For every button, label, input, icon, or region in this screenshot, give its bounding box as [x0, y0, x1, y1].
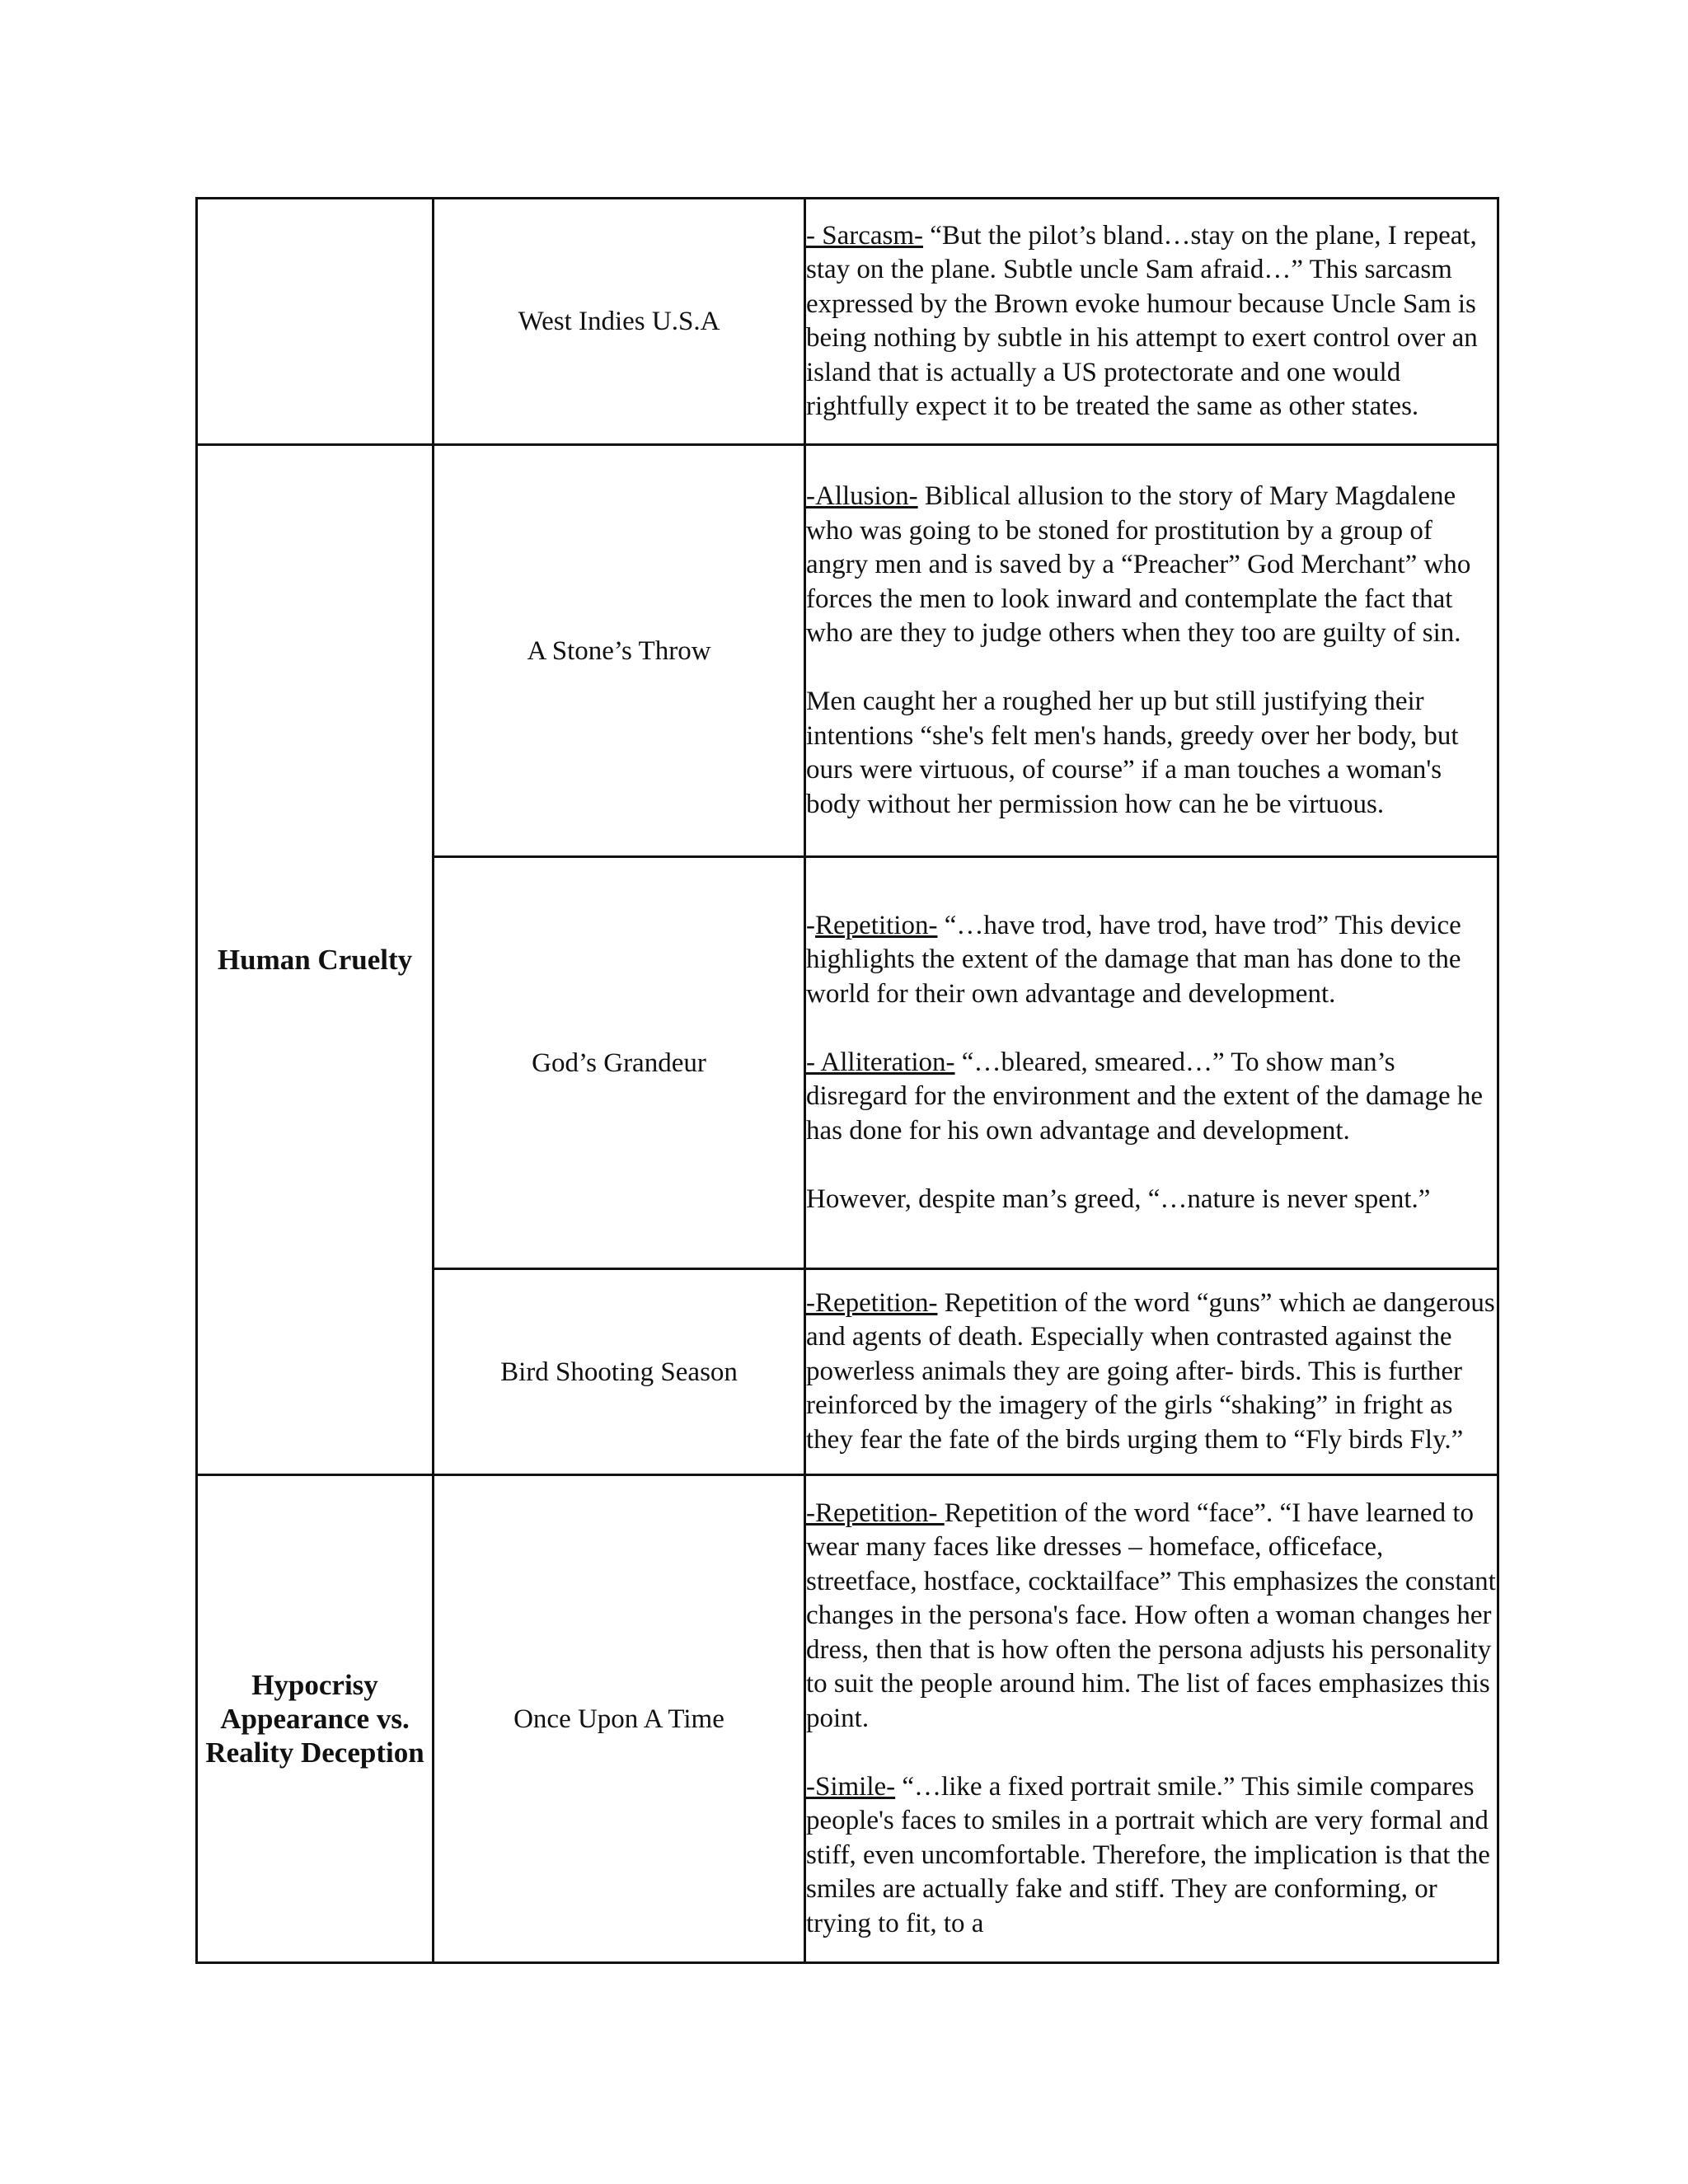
analysis-text: “…have trod, have trod, have trod” This device highlights the extent of the damage that man has done to the world for their own advantage and development. [806, 910, 1461, 1009]
analysis-cell [805, 1475, 1498, 1963]
poem-title: West Indies U.S.A [434, 199, 805, 445]
table-row [197, 1475, 1498, 1963]
table-row [197, 199, 1498, 445]
table-row [197, 445, 1498, 857]
poem-title: Once Upon A Time [434, 1475, 805, 1963]
analysis-text: “But the pilot’s bland…stay on the plane, I repeat, stay on the plane. Subtle uncle Sam afraid…” This sarcasm expressed by the Brown evoke humour because Uncle Sam is being nothing by subtle in his attempt to exert control over an island that is actually a US protectorate and one would rightfully expect it to be treated the same as other states. [806, 220, 1478, 421]
theme-cell [197, 199, 434, 445]
poem-title: Bird Shooting Season [434, 1269, 805, 1475]
poem-title: God’s Grandeur [434, 857, 805, 1269]
device-label: -Simile- [806, 1771, 896, 1802]
analysis-text: Men caught her a roughed her up but still justifying their intentions “she's felt men's hands, greedy over her body, but ours were virtuous, of course” if a man touches a woman's body without her permission how can he be virtuous. [806, 687, 1459, 819]
analysis-text: Biblical allusion to the story of Mary Magdalene who was going to be stoned for prostitution by a group of angry men and is saved by a “Preacher” God Merchant” who forces the men to look inward and contemplate the fact that who are they to judge others when they too are guilty of sin. [806, 481, 1471, 648]
device-label: -Repetition- [806, 1497, 945, 1528]
analysis-cell [805, 857, 1498, 1269]
analysis-text: However, despite man’s greed, “…nature is never spent.” [806, 1183, 1431, 1214]
analysis-cell [805, 445, 1498, 857]
analysis-cell [805, 1269, 1498, 1475]
device-label: Repetition- [815, 910, 938, 940]
analysis-table [195, 197, 1499, 1964]
theme-cell: Hypocrisy Appearance vs. Reality Deception [197, 1475, 434, 1963]
device-label: -Allusion- [806, 481, 918, 511]
analysis-text: Repetition of the word “face”. “I have learned to wear many faces like dresses – homeface, officeface, streetface, hostface, cocktailface” This emphasizes the constant changes in the persona's face. How often a woman changes her dress, then that is how often the persona adjusts his personality to suit the people around him. The list of faces emphasizes this point. [806, 1497, 1496, 1733]
analysis-text: Repetition of the word “guns” which ae dangerous and agents of death. Especially when contrasted against the powerless animals they are going after- birds. This is further reinforced by the imagery of the girls “shaking” in fright as they fear the fate of the birds urging them to “Fly birds Fly.” [806, 1287, 1495, 1455]
device-label: -Repetition- [806, 1287, 938, 1318]
analysis-text: “…like a fixed portrait smile.” This simile compares people's faces to smiles in a portrait which are very formal and stiff, even uncomfortable. Therefore, the implication is that the smiles are actually fake and stiff. They are conforming, or trying to fit, to a [806, 1771, 1490, 1938]
device-label: - Sarcasm- [806, 220, 924, 251]
theme-cell: Human Cruelty [197, 445, 434, 1475]
analysis-cell [805, 199, 1498, 445]
device-label: - Alliteration- [806, 1047, 955, 1077]
device-prefix: - [806, 910, 815, 940]
analysis-text: “…bleared, smeared…” To show man’s disregard for the environment and the extent of the damage he has done for his own advantage and development. [806, 1047, 1484, 1146]
poem-title: A Stone’s Throw [434, 445, 805, 857]
